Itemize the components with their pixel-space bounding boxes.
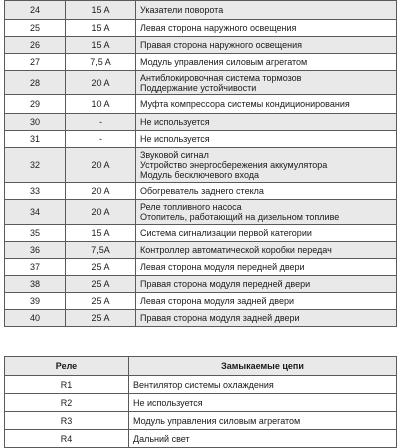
fuse-description-line: Обогреватель заднего стекла [140, 186, 264, 196]
relay-header-row [5, 357, 397, 376]
fuse-description-line: Система сигнализации первой категории [140, 228, 312, 238]
fuse-number: 40 [5, 310, 66, 327]
fuse-number: 34 [5, 200, 66, 225]
fuse-number: 37 [5, 259, 66, 276]
fuse-description-line: Указатели поворота [140, 5, 224, 15]
fuse-amperage: 25 A [66, 310, 136, 327]
fuse-description-line: Левая сторона модуля задней двери [140, 296, 295, 306]
fuse-description [136, 183, 397, 200]
fuse-amperage: - [66, 114, 136, 131]
fuse-description-line: Левая сторона модуля передней двери [140, 262, 305, 272]
table-row [5, 37, 397, 54]
table-row [5, 95, 397, 114]
table-row [5, 1, 397, 20]
table-row [5, 394, 397, 412]
table-row [5, 242, 397, 259]
fuse-description-line: Правая сторона наружного освещения [140, 40, 302, 50]
table-row [5, 183, 397, 200]
fuse-amperage: 15 A [66, 37, 136, 54]
fuse-table-body [5, 1, 397, 327]
fuse-amperage: 15 A [66, 225, 136, 242]
fuse-description-line: Правая сторона модуля передней двери [140, 279, 311, 289]
fuse-amperage: 20 A [66, 71, 136, 95]
table-row [5, 114, 397, 131]
fuse-description-line: Контроллер автоматической коробки передач [140, 245, 332, 255]
relay-header: Реле [5, 357, 129, 376]
fuse-description [136, 20, 397, 37]
circuits-header: Замыкаемые цепи [129, 357, 397, 376]
table-row [5, 131, 397, 148]
table-row [5, 20, 397, 37]
fuse-amperage: 15 A [66, 20, 136, 37]
fuse-amperage: 20 A [66, 200, 136, 225]
fuse-number: 30 [5, 114, 66, 131]
fuse-description-line: Не используется [140, 117, 210, 127]
fuse-description-line: Антиблокировочная система тормозов [140, 72, 302, 83]
table-row [5, 310, 397, 327]
fuse-description-line: Модуль бесключевого входа [140, 170, 260, 180]
fuse-description [136, 95, 397, 114]
relay-circuit: Не используется [129, 394, 397, 412]
fuse-amperage: - [66, 131, 136, 148]
fuse-amperage: 20 A [66, 148, 136, 183]
fuse-number: 32 [5, 148, 66, 183]
fuse-description-line: Звуковой сигнал [140, 150, 209, 160]
fuse-amperage: 25 A [66, 259, 136, 276]
fuse-description [136, 225, 397, 242]
fuse-number: 27 [5, 54, 66, 71]
relay-circuit: Вентилятор системы охлаждения [129, 376, 397, 394]
fuse-description-line: Правая сторона модуля задней двери [140, 313, 300, 323]
table-row [5, 54, 397, 71]
fuse-amperage: 10 A [66, 95, 136, 114]
fuse-description [136, 54, 397, 71]
relay-id: R1 [5, 376, 129, 394]
fuse-number: 36 [5, 242, 66, 259]
relay-circuit: Дальний свет [129, 430, 397, 448]
fuse-description [136, 242, 397, 259]
fuse-number: 39 [5, 293, 66, 310]
table-row [5, 430, 397, 448]
fuse-number: 29 [5, 95, 66, 114]
fuse-description-line: Устройство энергосбережения аккумулятора [140, 160, 328, 170]
fuse-number: 28 [5, 71, 66, 95]
fuse-description [136, 259, 397, 276]
fuse-number: 24 [5, 1, 66, 20]
fuse-amperage: 25 A [66, 276, 136, 293]
table-row [5, 225, 397, 242]
fuse-amperage: 7,5 A [66, 54, 136, 71]
relay-id: R3 [5, 412, 129, 430]
fuse-description-line: Реле топливного насоса [140, 202, 242, 212]
fuse-amperage: 20 A [66, 183, 136, 200]
relay-table [4, 356, 397, 448]
fuse-number: 38 [5, 276, 66, 293]
fuse-description [136, 310, 397, 327]
fuse-description [136, 114, 397, 131]
fuse-table [4, 0, 397, 327]
fuse-amperage: 15 A [66, 1, 136, 20]
fuse-description [136, 148, 397, 183]
relay-circuit: Модуль управления силовым агрегатом [129, 412, 397, 430]
table-row [5, 376, 397, 394]
fuse-description [136, 131, 397, 148]
table-row [5, 148, 397, 183]
fuse-number: 25 [5, 20, 66, 37]
fuse-number: 31 [5, 131, 66, 148]
fuse-number: 33 [5, 183, 66, 200]
fuse-description [136, 1, 397, 20]
fuse-description-line: Левая сторона наружного освещения [140, 23, 297, 33]
table-row [5, 71, 397, 95]
fuse-amperage: 7,5A [66, 242, 136, 259]
table-row [5, 200, 397, 225]
fuse-number: 26 [5, 37, 66, 54]
fuse-description-line: Отопитель, работающий на дизельном топливе [140, 212, 340, 222]
relay-id: R2 [5, 394, 129, 412]
table-row [5, 293, 397, 310]
fuse-description-line: Муфта компрессора системы кондиционирования [140, 99, 350, 109]
fuse-amperage: 25 A [66, 293, 136, 310]
fuse-description [136, 200, 397, 225]
relay-id: R4 [5, 430, 129, 448]
fuse-description-line: Поддержание устойчивости [140, 82, 257, 93]
table-row [5, 412, 397, 430]
table-row [5, 276, 397, 293]
fuse-description [136, 276, 397, 293]
table-row [5, 259, 397, 276]
fuse-description [136, 293, 397, 310]
fuse-description [136, 71, 397, 95]
fuse-number: 35 [5, 225, 66, 242]
fuse-description [136, 37, 397, 54]
fuse-description-line: Модуль управления силовым агрегатом [140, 57, 308, 67]
fuse-description-line: Не используется [140, 134, 210, 144]
